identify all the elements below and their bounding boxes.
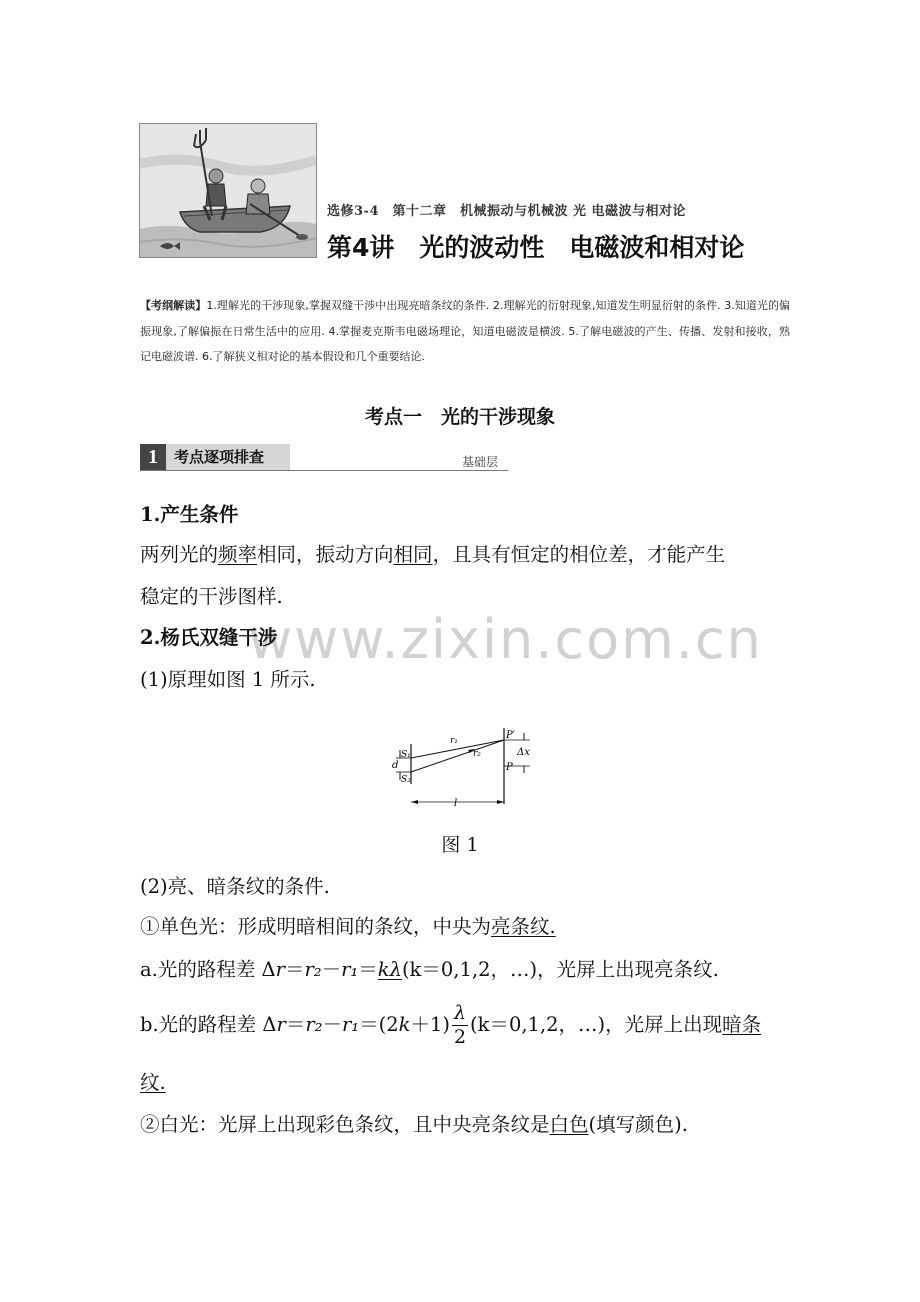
paragraph-monochromatic — [140, 912, 556, 942]
outline-tag: 【考纲解读】 — [140, 299, 207, 312]
text-run: ＝ — [284, 958, 305, 981]
text-run: － — [321, 958, 342, 981]
paragraph-fringe-conditions: (2)亮、暗条纹的条件. — [140, 875, 330, 898]
course-line: 选修3-4 第十二章 机械振动与机械波 光 电磁波与相对论 — [327, 204, 687, 219]
heading-young-double-slit: 2.杨氏双缝干涉 — [140, 626, 278, 649]
var-r: r — [276, 1013, 286, 1036]
text-run: ＝(2 — [359, 1013, 399, 1036]
text-run: ＝ — [358, 958, 378, 981]
answer-white: 白色 — [549, 1113, 589, 1136]
var-r1: r₁ — [341, 1013, 360, 1036]
watermark: www.zixin.com.cn — [248, 608, 763, 671]
paragraph-conditions-line2: 稳定的干涉图样. — [140, 585, 283, 608]
text-run: ＋1) — [410, 1013, 450, 1036]
paragraph-bright-condition — [140, 955, 719, 985]
heading-conditions: 1.产生条件 — [140, 503, 239, 526]
fraction-numerator: λ — [453, 1002, 467, 1024]
fraction-lambda-over-2 — [452, 1004, 468, 1047]
subsection-label: 考点逐项排查 — [166, 444, 290, 470]
answer-frequency: 频率 — [218, 543, 258, 566]
label-delta-x: Δx — [517, 747, 530, 758]
label-p-prime: P′ — [506, 730, 515, 741]
text-run: 相同，振动方向 — [257, 543, 394, 566]
answer-k-lambda: kλ — [377, 958, 402, 981]
text-run: (填写颜色). — [588, 1113, 688, 1136]
var-r2: r₂ — [304, 958, 322, 981]
label-r1: r₁ — [450, 736, 458, 746]
var-k: k — [398, 1013, 411, 1036]
subsection-number: 1 — [140, 444, 166, 470]
text-run: ，且具有恒定的相位差，才能产生 — [432, 543, 726, 566]
paragraph-principle: (1)原理如图 1 所示. — [140, 668, 316, 691]
text-run: ＝ — [285, 1013, 306, 1036]
text-run: (k＝0,1,2，…)，光屏上出现亮条纹. — [401, 958, 719, 981]
text-run: ①单色光：形成明暗相间的条纹，中央为 — [140, 915, 492, 938]
text-run: a.光的路程差 Δ — [140, 958, 276, 981]
section-title: 考点一 光的干涉现象 — [364, 406, 555, 428]
chapter-illustration — [139, 123, 317, 258]
answer-bright-fringe: 亮条纹. — [491, 915, 556, 938]
label-d: d — [392, 760, 399, 771]
text-run: 两列光的 — [140, 543, 219, 566]
var-r1: r₁ — [341, 958, 359, 981]
paragraph-dark-condition-line2 — [140, 1068, 166, 1098]
text-run: ②白光：光屏上出现彩色条纹，且中央亮条纹是 — [140, 1113, 550, 1136]
answer-dark-fringe-cont: 纹. — [140, 1071, 166, 1094]
paragraph-conditions-line1 — [140, 540, 725, 570]
text-run: － — [322, 1013, 342, 1036]
label-s2: S₂ — [401, 775, 411, 785]
paragraph-white-light — [140, 1110, 688, 1140]
label-s1: S₁ — [401, 750, 411, 760]
label-p: P — [506, 762, 513, 773]
text-run: (k＝0,1,2，…)，光屏上出现 — [470, 1013, 723, 1036]
paragraph-dark-condition — [140, 997, 761, 1053]
label-r2: r₂ — [473, 749, 481, 759]
var-r: r — [275, 958, 285, 981]
var-r2: r₂ — [305, 1013, 323, 1036]
label-l: l — [454, 798, 458, 809]
outline-text: 1.理解光的干涉现象,掌握双缝干涉中出现亮暗条纹的条件. 2.理解光的衍射现象,知道发生明显衍射的条件. 3.知道光的偏振现象,了解偏振在日常生活中的应用. 4.掌握麦克斯韦电磁场理论，知道电磁波是横波. 5.了解电磁波的产生、传播、发射和接收，熟记电磁波谱. 6.了解狭义相对论的基本假设和几个重要结论. — [140, 299, 790, 363]
lecture-title: 第4讲 光的波动性 电磁波和相对论 — [327, 233, 745, 262]
figure-caption: 图 1 — [441, 834, 479, 856]
answer-dark-fringe: 暗条 — [722, 1013, 762, 1036]
answer-same: 相同 — [393, 543, 433, 566]
fraction-denominator: 2 — [453, 1026, 467, 1048]
syllabus-outline — [140, 293, 790, 370]
double-slit-diagram — [380, 728, 540, 810]
text-run: b.光的路程差 Δ — [140, 1013, 277, 1036]
subsection-level: 基础层 — [462, 455, 499, 469]
